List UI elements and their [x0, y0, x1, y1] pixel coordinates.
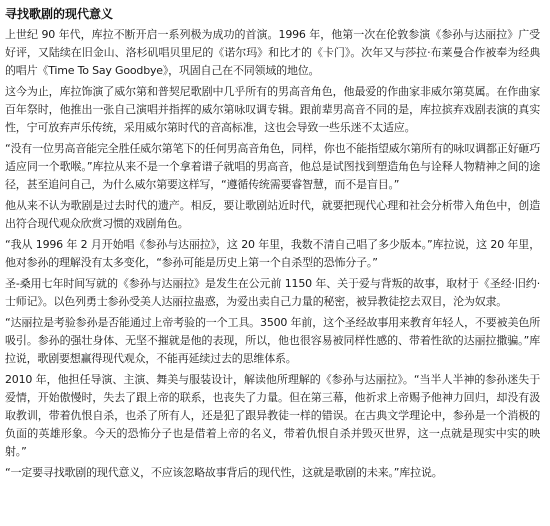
article-paragraph: 这今为止，库拉饰演了威尔第和普契尼歌剧中几乎所有的男高音角色，他最爱的作曲家非威尔第莫属。在作曲家百年祭时，他推出一张自己演唱并指挥的威尔第咏叹调专辑。跟前辈男高音不同的是，库拉摈弃戏剧表演的真实性，宁可放弃声乐传统，采用威尔第时代的音高标准，这也会导致一些乐迷不太适应。	[5, 85, 540, 134]
article-title: 寻找歌剧的现代意义	[5, 7, 114, 21]
article-paragraph: 上世纪 90 年代，库拉不断开启一系列极为成功的首演。1996 年，他第一次在伦敦参演《参孙与达丽拉》广受好评，又陆续在旧金山、洛杉矶唱贝里尼的《诺尔玛》和比才的《卡门》。次年又与莎拉·布莱曼合作被奉为经典的唱片《Time To Say Goodbye》，巩固自己在不同领域的地位。	[5, 28, 540, 77]
article-paragraph: 2010 年，他担任导演、主演、舞美与服装设计，解读他所理解的《参孙与达丽拉》。“当半人半神的参孙迷失于爱情，开始傲慢时，失去了跟上帝的联系，也丧失了力量。但在第三幕，他祈求上帝赐予他神力回归，却没有汲取教训，带着仇恨自杀，也杀了所有人，还是犯了跟异教徒一样的错误。在古典文学理论中，参孙是一个消极的负面的英雄形象。今天的恐怖分子也是借着上帝的名义，带着仇恨自杀并毁灭世界，这一点就是现实中实的映射。”	[5, 373, 540, 458]
article-paragraph: “我从 1996 年 2 月开始唱《参孙与达丽拉》，这 20 年里，我数不清自己唱了多少版本。”库拉说，这 20 年里，他对参孙的理解没有太多变化，“参孙可能是历史上第一个自杀型的恐怖分子。”	[5, 238, 540, 269]
article-paragraph: “没有一位男高音能完全胜任威尔第笔下的任何男高音角色，同样，你也不能指望威尔第所有的咏叹调都正好砸巧适应同一个歌喉。”库拉从来不是一个拿着谱子就唱的男高音，他总是试图找到塑造角色与诠释人物精神之间的途径，甚至追问自己，为什么威尔第要这样写，“遵循传统需要睿智慧，而不是盲目。”	[5, 142, 540, 191]
article-paragraph: 他从来不认为歌剧是过去时代的遗产。相反，要让歌剧站近时代，就要把现代心理和社会分析带入角色中，创造出符合现代观众欣赏习惯的戏剧角色。	[5, 199, 540, 230]
article-paragraph: “一定要寻找歌剧的现代意义，不应该忽略故事背后的现代性，这就是歌剧的未来。”库拉说。	[5, 466, 443, 479]
article-paragraph: 圣-桑用七年时间写就的《参孙与达丽拉》是发生在公元前 1150 年、关于爱与背叛的故事，取材于《圣经·旧约·士师记》。以色列勇士参孙受美人达丽拉蛊惑，为爱出卖自己力量的秘密，被异教徒挖去双目，沦为奴隶。	[5, 277, 540, 308]
article-paragraph: “达丽拉是考验参孙是否能通过上帝考验的一个工具。3500 年前，这个圣经故事用来教育年轻人，不要被美色所吸引。参孙的强壮身体、无坚不摧就是他的表现，所以，他也很容易被同样性感的、带着性欲的达丽拉撒骗。”库拉说，歌剧要想赢得现代观众，不能再延续过去的思维体系。	[5, 316, 540, 365]
